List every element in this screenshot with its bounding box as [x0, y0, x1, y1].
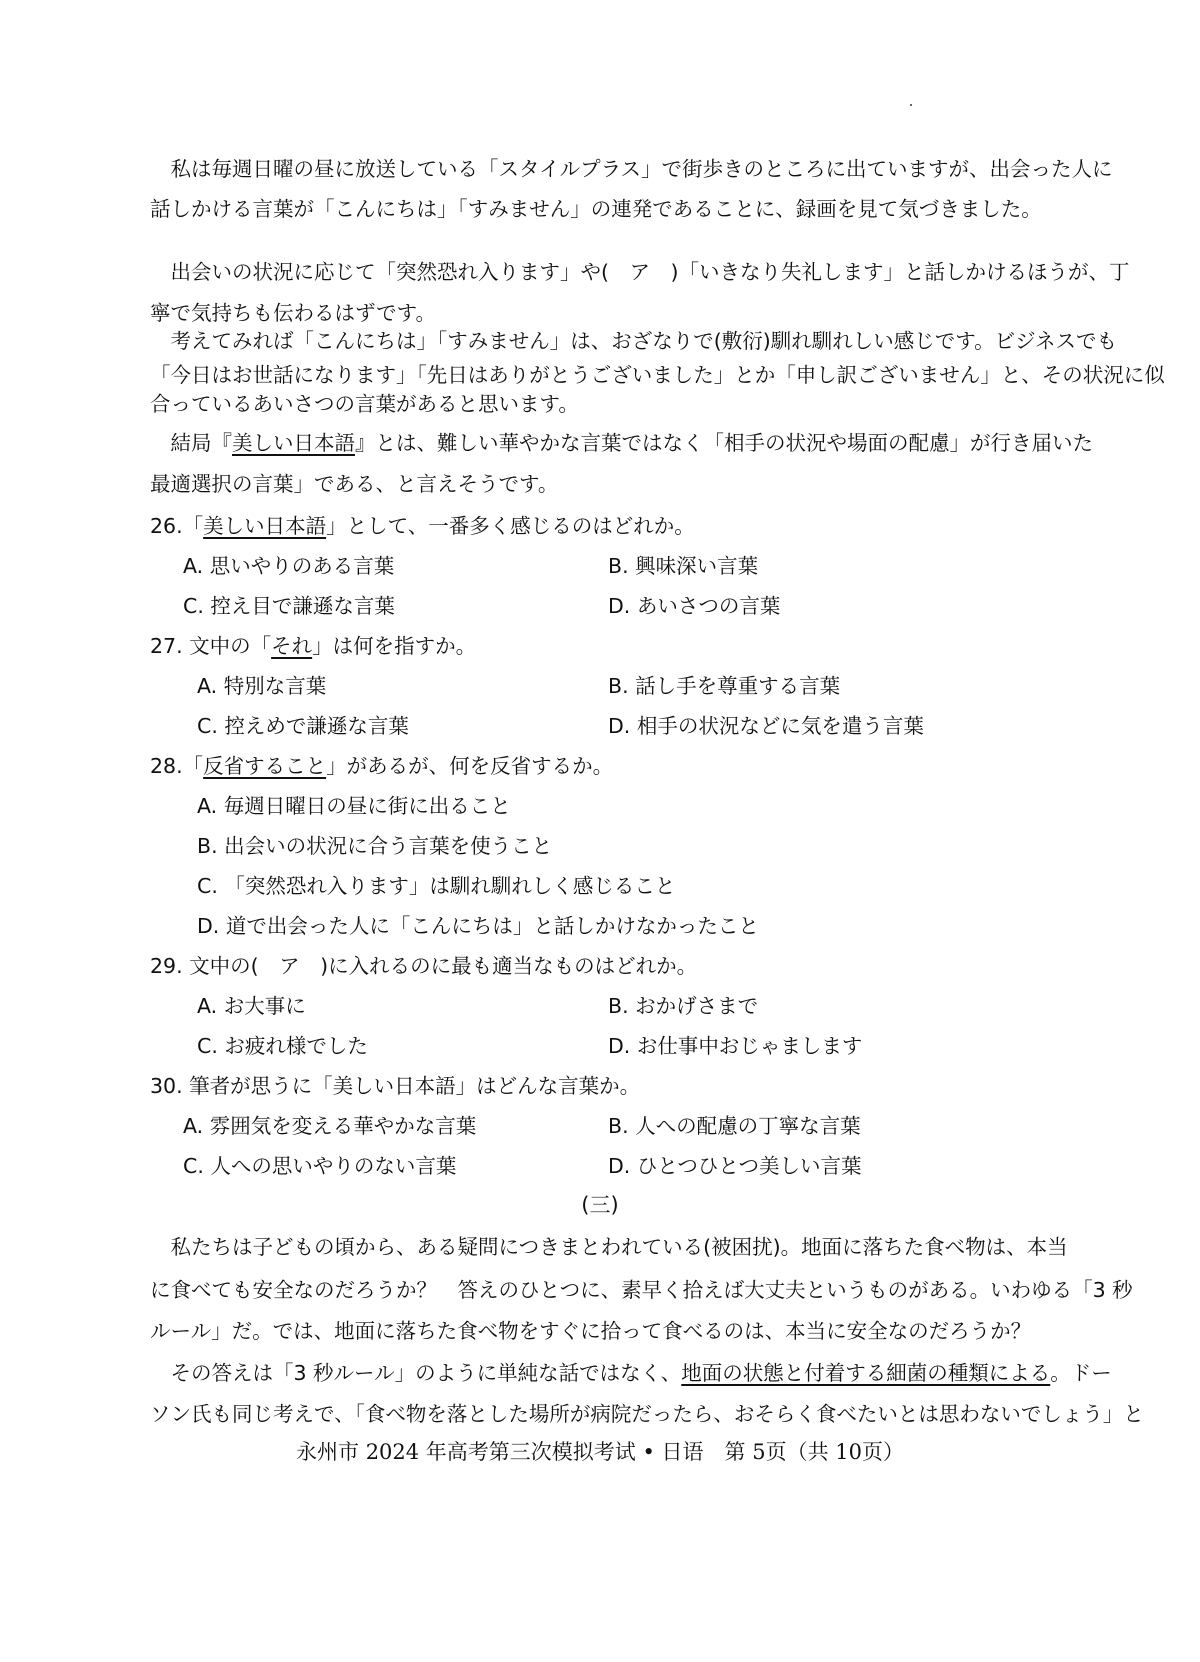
underlined-phrase: 反省すること [203, 754, 327, 778]
passage-conclusion-line2: 最適選択の言葉」である、と言えそうです。 [150, 472, 559, 496]
q30-option-b: B. 人への配慮の丁寧な言葉 [608, 1114, 861, 1138]
q27-option-b: B. 話し手を尊重する言葉 [608, 674, 841, 698]
q29-option-a: A. お大事に [197, 994, 306, 1018]
underlined-phrase: 地面の状態と付着する細菌の種類による [681, 1361, 1051, 1385]
q28-option-c: C. 「突然恐れ入ります」は馴れ馴れしく感じること [197, 874, 676, 898]
question-27 [150, 625, 476, 667]
q26-option-d: D. あいさつの言葉 [608, 594, 781, 618]
text-span: 」は何を指すか。 [312, 634, 477, 658]
q26-option-a: A. 思いやりのある言葉 [183, 554, 395, 578]
section-heading: (三) [581, 1193, 619, 1217]
underlined-phrase: 美しい日本語 [232, 431, 355, 455]
passage-line: 考えてみれば「こんにちは」「すみません」は、おざなりで(敷衍)馴れ馴れしい感じです。ビジネスでも [150, 329, 1117, 353]
page-footer: 永州市 2024 年高考第三次模拟考试 • 日语 第 5页（共 10页） [296, 1440, 904, 1464]
q28-option-b: B. 出会いの状況に合う言葉を使うこと [197, 834, 553, 858]
text-span: 」があるが、何を反省するか。 [326, 754, 614, 778]
passage-line: 「今日はお世話になります」「先日はありがとうございました」とか「申し訳ございません」と、その状況に似 [150, 363, 1165, 387]
passage-line: 出会いの状況に応じて「突然恐れ入ります」や( ア )「いきなり失礼します」と話しかけるほうが、丁 [150, 260, 1130, 284]
q27-option-c: C. 控えめで謙遜な言葉 [197, 714, 409, 738]
passage-line [150, 1352, 1112, 1394]
text-span: 。ドー [1050, 1361, 1112, 1385]
passage-conclusion-line1 [150, 422, 1093, 464]
passage-line: 話しかける言葉が「こんにちは」「すみません」の連発であることに、録画を見て気づきました。 [150, 197, 1042, 221]
q30-option-a: A. 雰囲気を変える華やかな言葉 [183, 1114, 477, 1138]
passage-line: 合っているあいさつの言葉があると思います。 [150, 392, 579, 416]
passage-line: 寧で気持ちも伝わるはずです。 [150, 301, 436, 325]
passage-line: ルール」だ。では、地面に落ちた食べ物をすぐに拾って食べるのは、本当に安全なのだろうか？ [150, 1319, 1032, 1343]
q29-option-c: C. お疲れ様でした [197, 1034, 368, 1058]
text-span: 』とは、難しい華やかな言葉ではなく「相手の状況や場面の配慮」が行き届いた [355, 431, 1093, 455]
q28-option-a: A. 毎週日曜日の昼に街に出ること [197, 794, 511, 818]
passage-line: ソン氏も同じ考えで、「食べ物を落とした場所が病院だったら、おそらく食べたいとは思わないでしょう」と [150, 1402, 1144, 1426]
passage-line: 私は毎週日曜の昼に放送している「スタイルプラス」で街歩きのところに出ていますが、出会った人に [150, 157, 1113, 181]
text-span: その答えは「3 秒ルール」のように単純な話ではなく、 [150, 1361, 682, 1385]
passage-line: 私たちは子どもの頃から、ある疑問につきまとわれている(被困扰)。地面に落ちた食べ物は、本当 [150, 1235, 1068, 1259]
q27-option-d: D. 相手の状況などに気を遣う言葉 [608, 714, 924, 738]
q26-option-c: C. 控え目で謙遜な言葉 [183, 594, 395, 618]
question-26 [150, 505, 695, 547]
q26-option-b: B. 興味深い言葉 [608, 554, 759, 578]
question-29: 29. 文中の( ア )に入れるのに最も適当なものはどれか。 [150, 954, 698, 978]
text-span: 28.「 [150, 754, 204, 778]
underlined-phrase: 美しい日本語 [203, 514, 327, 538]
text-span: 26.「 [150, 514, 204, 538]
text-span: 結局『 [150, 431, 232, 455]
q27-option-a: A. 特別な言葉 [197, 674, 327, 698]
text-span: 」として、一番多く感じるのはどれか。 [326, 514, 695, 538]
q28-option-d: D. 道で出会った人に「こんにちは」と話しかけなかったこと [197, 914, 759, 938]
question-28 [150, 745, 613, 787]
passage-line: に食べても安全なのだろうか？ 答えのひとつに、素早く拾えば大丈夫というものがある。いわゆる「3 秒 [150, 1278, 1133, 1302]
q29-option-b: B. おかげさまで [608, 994, 759, 1018]
q30-option-c: C. 人への思いやりのない言葉 [183, 1154, 457, 1178]
q30-option-d: D. ひとつひとつ美しい言葉 [608, 1154, 862, 1178]
q29-option-d: D. お仕事中おじゃまします [608, 1034, 863, 1058]
question-30: 30. 筆者が思うに「美しい日本語」はどんな言葉か。 [150, 1074, 641, 1098]
text-span: 27. 文中の「 [150, 634, 272, 658]
scan-speck [910, 104, 912, 106]
underlined-phrase: それ [271, 634, 313, 658]
